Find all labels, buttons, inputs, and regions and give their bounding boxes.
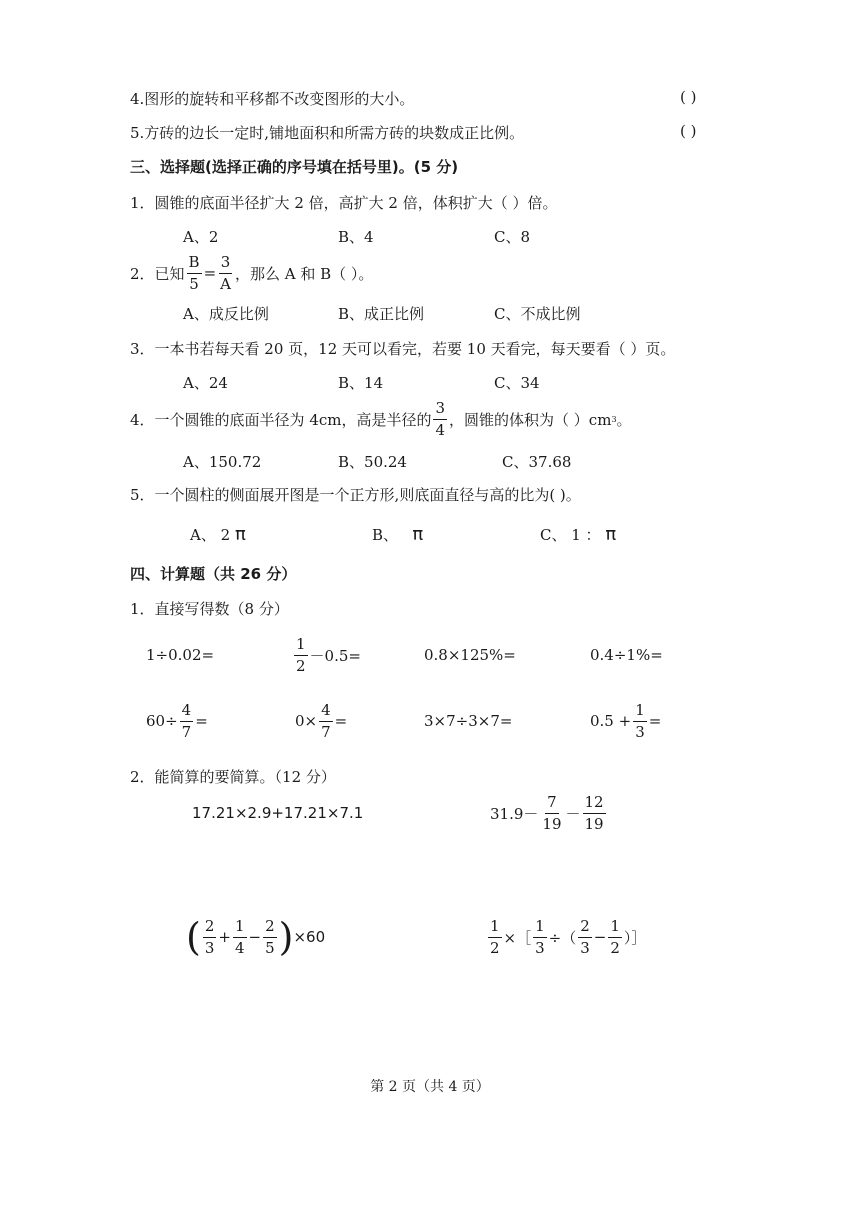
choice-q2-option-b: B、成正比例 bbox=[338, 305, 425, 323]
left-paren: ( bbox=[186, 915, 201, 959]
fraction-7-over-19: $\frac{7}{19}$ bbox=[542, 792, 562, 833]
choice-q4-option-c: C、37.68 bbox=[502, 453, 572, 471]
calc-4: 0.4÷1%= bbox=[590, 646, 663, 664]
choice-q4-option-b: B、50.24 bbox=[338, 453, 407, 471]
choice-q4-suffix: ，圆锥的体积为（ ）cm bbox=[449, 410, 612, 429]
judge-q5: 5.方砖的边长一定时,铺地面积和所需方砖的块数成正比例。 bbox=[130, 124, 525, 142]
fraction-3-over-a: $\frac{3}{A}$ bbox=[220, 252, 231, 293]
divide-paren: ÷（ bbox=[548, 928, 577, 947]
judge-q4: 4.图形的旋转和平移都不改变图形的大小。 bbox=[130, 90, 415, 108]
choice-q3-option-a: A、24 bbox=[183, 374, 228, 392]
calc-2-rest: －0.5= bbox=[309, 646, 361, 665]
fraction-3-over-4: $\frac{3}{4}$ bbox=[435, 398, 446, 439]
calc-6-post: = bbox=[334, 712, 348, 730]
judge-q4-answer-paren: ( ) bbox=[680, 88, 697, 106]
choice-q5-option-a: A、 2 π bbox=[190, 524, 246, 545]
choice-q1-option-b: B、4 bbox=[338, 228, 374, 246]
section3-title: 三、选择题(选择正确的序号填在括号里)。(5 分) bbox=[130, 158, 459, 176]
simplify-1: 17.21×2.9+17.21×7.1 bbox=[192, 804, 364, 822]
simplify-2-pre: 31.9－ bbox=[490, 804, 539, 823]
fraction-2-over-5: $\frac{2}{5}$ bbox=[265, 916, 275, 957]
equals-sign: = bbox=[203, 264, 217, 282]
choice-q3-option-c: C、34 bbox=[494, 374, 540, 392]
calc-5-pre: 60÷ bbox=[146, 712, 178, 730]
fraction-4-over-7: $\frac{4}{7}$ bbox=[181, 700, 192, 741]
fraction-1-over-3: $\frac{1}{3}$ bbox=[535, 916, 545, 957]
choice-q4-option-a: A、150.72 bbox=[183, 453, 262, 471]
pi-symbol: π bbox=[605, 524, 617, 545]
simplify-2 bbox=[490, 790, 608, 836]
choice-q2-option-a: A、成反比例 bbox=[183, 305, 269, 323]
fraction-2-over-3: $\frac{2}{3}$ bbox=[204, 916, 215, 957]
minus-sign: － bbox=[565, 804, 581, 823]
right-paren: ) bbox=[278, 915, 294, 959]
times-bracket: ×［ bbox=[503, 928, 532, 947]
fraction-4-over-7: $\frac{4}{7}$ bbox=[321, 700, 331, 741]
fraction-1-over-3: $\frac{1}{3}$ bbox=[635, 700, 645, 741]
fraction-2-over-3: $\frac{2}{3}$ bbox=[580, 916, 590, 957]
times-60: ×60 bbox=[293, 928, 326, 946]
calc-8-pre: 0.5 + bbox=[590, 712, 632, 730]
choice-q1-option-c: C、8 bbox=[494, 228, 531, 246]
choice-q3-stem: 3．一本书若每天看 20 页，12 天可以看完，若要 10 天看完，每天要看（ ）页。 bbox=[130, 340, 676, 358]
choice-q1-stem: 1．圆锥的底面半径扩大 2 倍，高扩大 2 倍，体积扩大（ ）倍。 bbox=[130, 194, 558, 212]
fraction-1-over-2: $\frac{1}{2}$ bbox=[296, 634, 306, 675]
page-footer: 第 2 页（共 4 页） bbox=[370, 1079, 490, 1095]
choice-q5-option-b: B、 π bbox=[372, 524, 424, 545]
choice-q5-option-c: C、 1 ： π bbox=[540, 524, 617, 545]
calc-6-pre: 0× bbox=[295, 712, 318, 730]
minus-sign: − bbox=[593, 928, 607, 946]
calc-8-post: = bbox=[648, 712, 662, 730]
cubic-superscript: 3 bbox=[611, 414, 617, 424]
calc-1: 1÷0.02= bbox=[146, 646, 215, 664]
fraction-12-over-19: $\frac{12}{19}$ bbox=[584, 792, 604, 833]
choice-q4-stem bbox=[130, 396, 632, 442]
calc-2 bbox=[292, 632, 361, 678]
choice-q1-option-a: A、2 bbox=[183, 228, 219, 246]
closing-brackets: ）］ bbox=[623, 928, 647, 947]
calc-5-post: = bbox=[195, 712, 208, 730]
choice-q4-prefix: 4．一个圆锥的底面半径为 4cm，高是半径的 bbox=[130, 410, 432, 429]
simplify-4 bbox=[486, 912, 646, 962]
pi-symbol: π bbox=[412, 524, 424, 545]
choice-q3-option-b: B、14 bbox=[338, 374, 384, 392]
part2-title: 2．能简算的要简算。（12 分） bbox=[130, 768, 336, 786]
choice-q2-prefix: 2．已知 bbox=[130, 264, 185, 283]
minus-sign: − bbox=[248, 928, 262, 946]
fraction-1-over-2: $\frac{1}{2}$ bbox=[610, 916, 620, 957]
section4-title: 四、计算题（共 26 分） bbox=[130, 565, 297, 583]
judge-q5-answer-paren: ( ) bbox=[680, 122, 697, 140]
calc-6 bbox=[295, 698, 347, 744]
calc-5 bbox=[146, 698, 208, 744]
calc-3: 0.8×125%= bbox=[424, 646, 516, 664]
choice-q2-suffix: ，那么 A 和 B（ ）。 bbox=[235, 264, 374, 283]
fraction-1-over-2: $\frac{1}{2}$ bbox=[490, 916, 500, 957]
part1-title: 1．直接写得数（8 分） bbox=[130, 600, 289, 618]
fraction-1-over-4: $\frac{1}{4}$ bbox=[234, 916, 245, 957]
choice-q2-option-c: C、不成比例 bbox=[494, 305, 581, 323]
fraction-b-over-5: $\frac{B}{5}$ bbox=[188, 252, 200, 293]
choice-q2-stem bbox=[130, 250, 373, 296]
choice-q4-end: 。 bbox=[616, 410, 632, 429]
simplify-3 bbox=[186, 912, 325, 962]
pi-symbol: π bbox=[234, 524, 246, 545]
plus-sign: + bbox=[218, 928, 231, 946]
choice-q5-stem: 5．一个圆柱的侧面展开图是一个正方形,则底面直径与高的比为( )。 bbox=[130, 486, 581, 504]
calc-8 bbox=[590, 698, 661, 744]
calc-7: 3×7÷3×7= bbox=[424, 712, 513, 730]
